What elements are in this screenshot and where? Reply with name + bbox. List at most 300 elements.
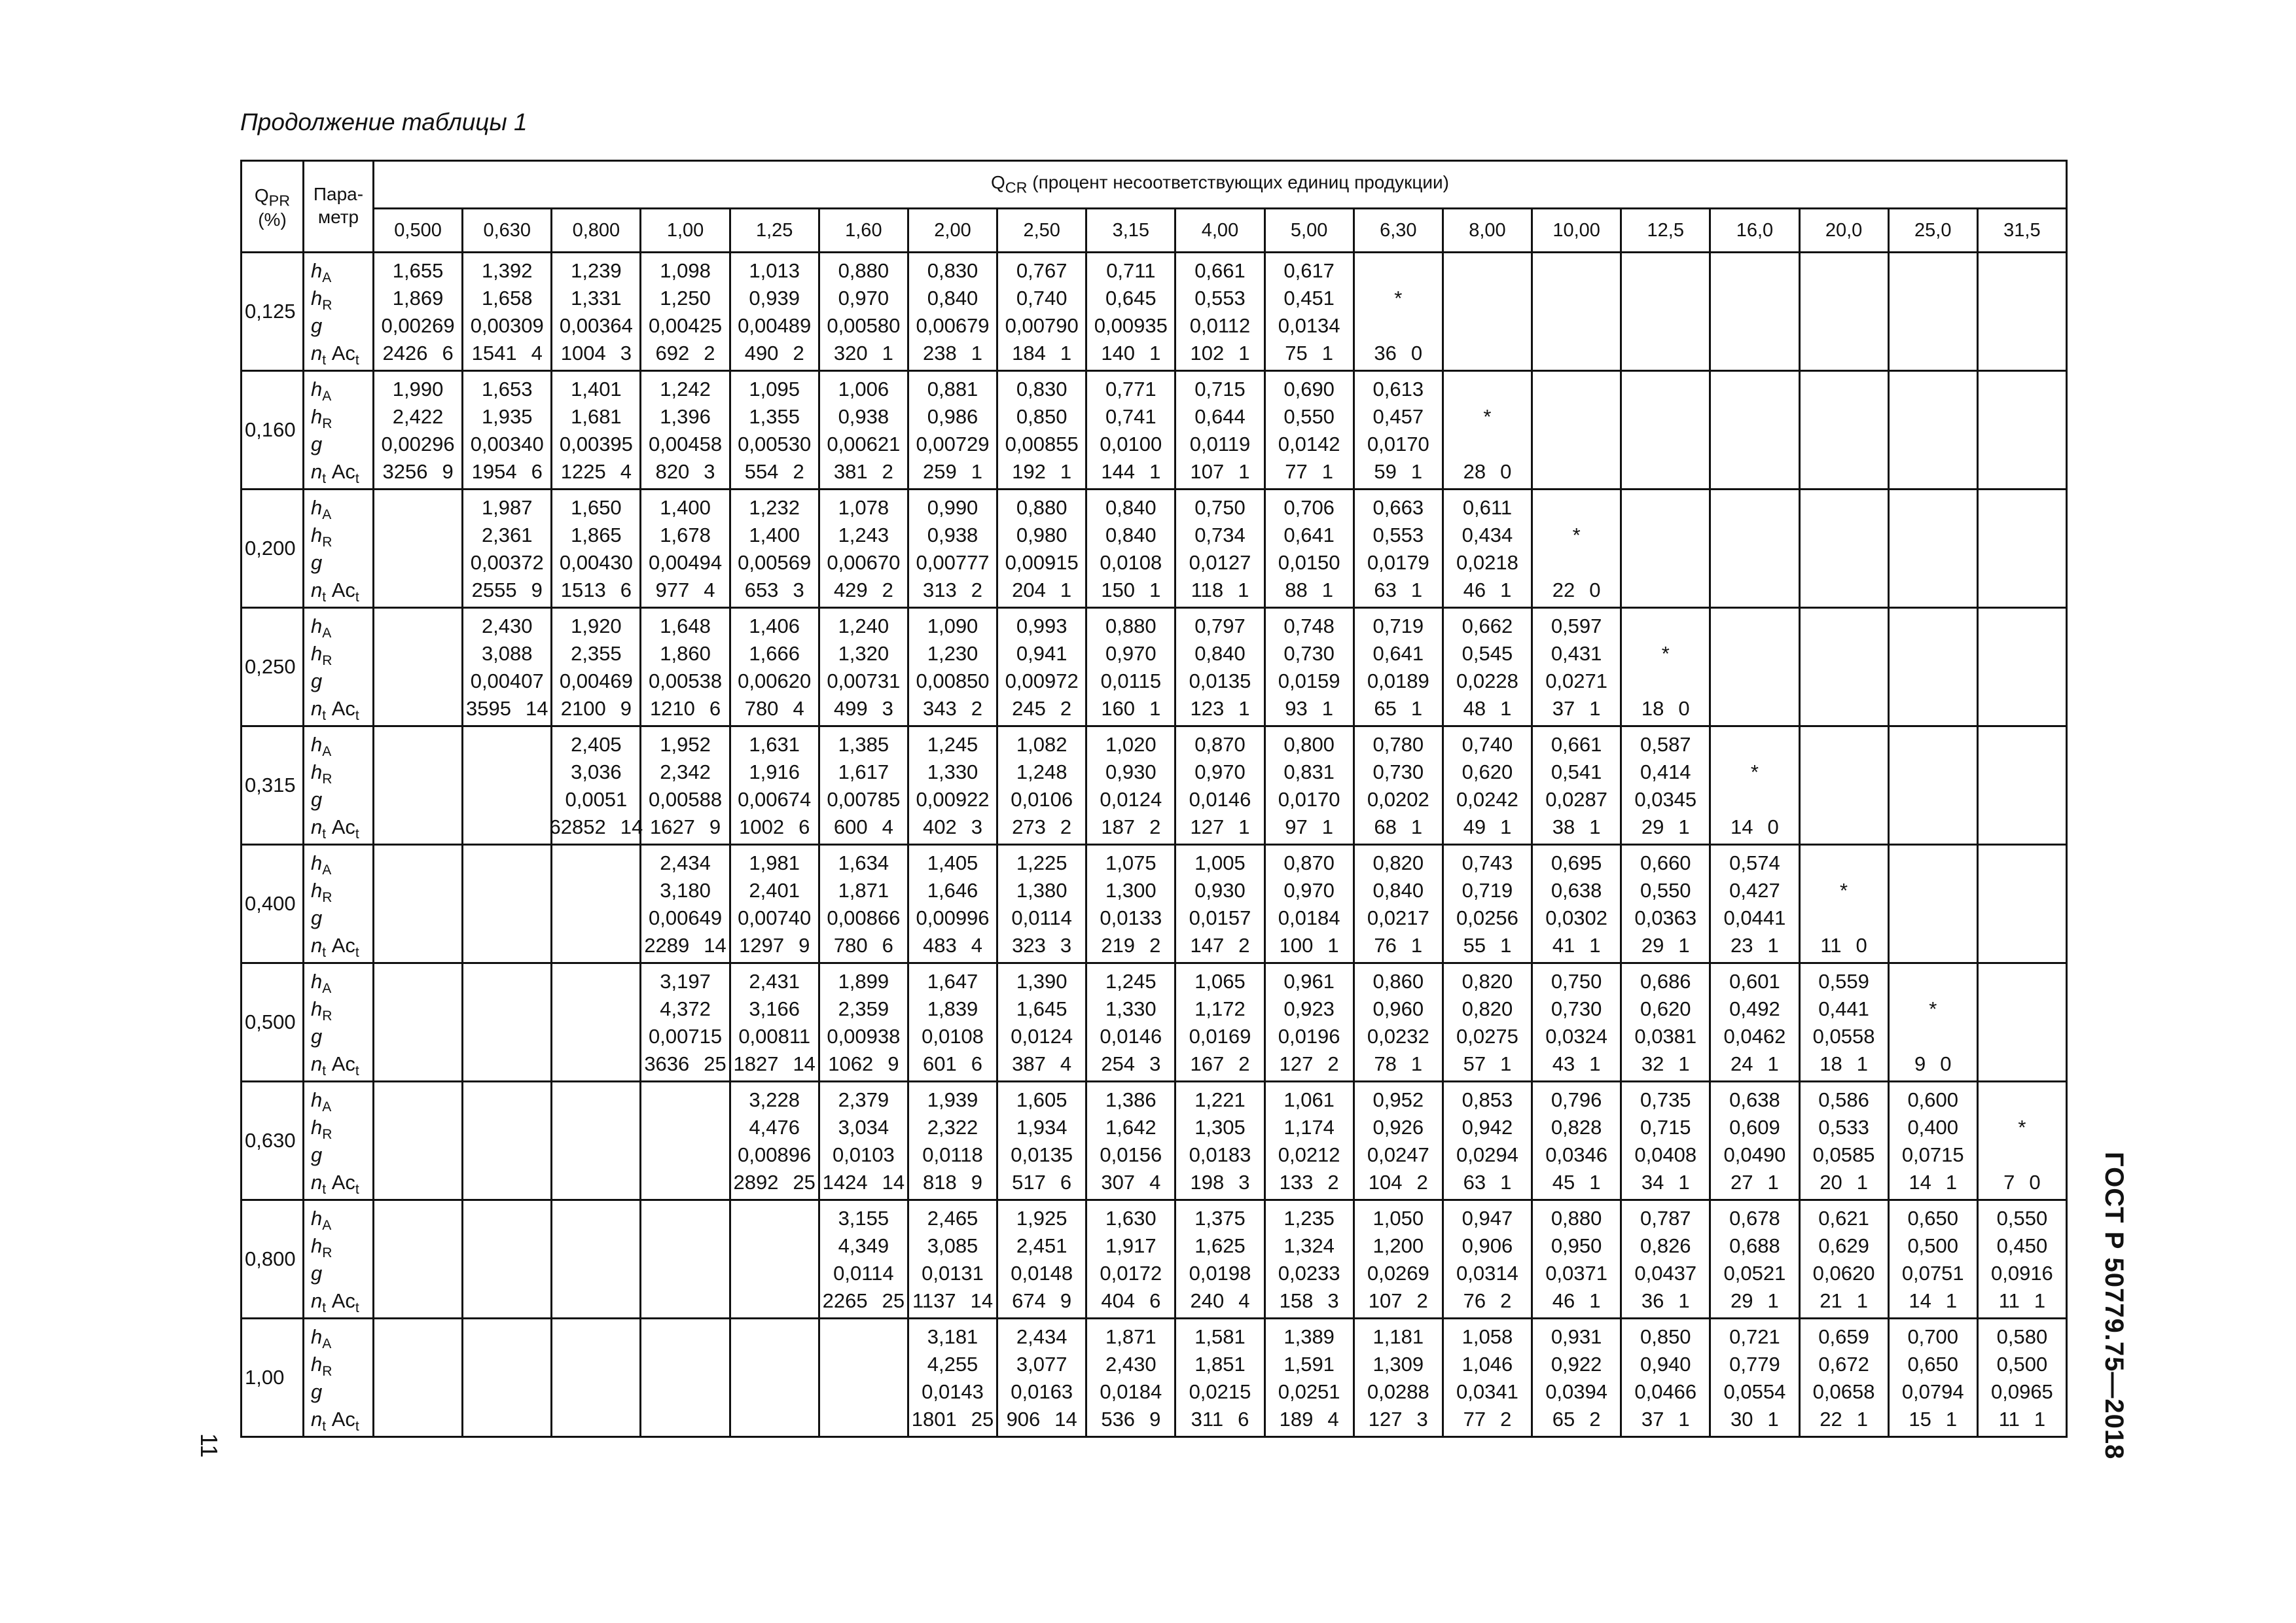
g-value: 0,00922 — [916, 788, 990, 811]
g-value: 0,0157 — [1189, 906, 1251, 929]
nt-value: 198 — [1190, 1171, 1225, 1194]
value-cell — [1175, 726, 1265, 845]
value-cell — [641, 608, 730, 726]
g-value: 0,00790 — [1005, 314, 1079, 337]
h-r-value: 0,926 — [1372, 1116, 1424, 1139]
nt-value: 104 — [1368, 1171, 1403, 1194]
ac-value: 1 — [882, 342, 893, 365]
h-a-value: 1,920 — [571, 615, 622, 637]
h-a-value: 1,082 — [1016, 733, 1067, 756]
h-r-value: 1,917 — [1105, 1234, 1157, 1257]
ac-value: 25 — [793, 1171, 816, 1194]
g-value: 0,0242 — [1456, 788, 1518, 811]
h-a-value: 1,987 — [481, 496, 533, 519]
h-a-value: 1,239 — [571, 259, 622, 282]
nt-value: 78 — [1374, 1052, 1397, 1075]
ac-value: 1 — [1238, 697, 1250, 720]
h-a-value: 1,952 — [660, 733, 711, 756]
g-value: 0,0408 — [1634, 1143, 1697, 1166]
h-r-value: 0,431 — [1551, 642, 1602, 665]
h-r-value: 1,172 — [1194, 997, 1246, 1020]
g-value: 0,0228 — [1456, 669, 1518, 692]
nt-value: 1513 — [560, 579, 606, 601]
h-r-value: 1,865 — [571, 524, 622, 546]
value-cell — [1977, 1319, 2066, 1437]
h-r-value: 3,034 — [838, 1116, 889, 1139]
h-r-value: 0,741 — [1105, 405, 1157, 428]
h-r-value: 2,342 — [660, 760, 711, 783]
ac-value: 25 — [882, 1289, 905, 1312]
nt-value: 259 — [923, 460, 957, 483]
h-a-value: 0,780 — [1372, 733, 1424, 756]
h-a-value: 1,392 — [481, 259, 533, 282]
value-cell — [1621, 845, 1710, 963]
h-r-value: 1,851 — [1194, 1353, 1246, 1376]
nt-value: 62852 — [549, 815, 606, 838]
ac-value: 2 — [704, 342, 715, 365]
g-value: 0,0288 — [1367, 1380, 1429, 1403]
value-cell — [1354, 371, 1443, 490]
g-value: 0,0196 — [1278, 1025, 1340, 1048]
value-cell — [997, 253, 1086, 371]
ac-value: 0 — [2029, 1171, 2041, 1194]
value-cell — [1621, 963, 1710, 1082]
h-a-value: 1,405 — [927, 851, 978, 874]
ac-value: 1 — [1238, 579, 1249, 601]
g-value: 0,0100 — [1100, 433, 1162, 455]
g-value: 0,0466 — [1634, 1380, 1697, 1403]
value-cell — [819, 1319, 908, 1437]
qpr-value: 1,00 — [242, 1319, 304, 1437]
ac-value: 14 — [704, 934, 726, 957]
value-cell — [1799, 490, 1888, 608]
h-r-value: 1,642 — [1105, 1116, 1157, 1139]
qpr-value: 0,250 — [242, 608, 304, 726]
value-cell — [1888, 608, 1977, 726]
h-a-value: 0,721 — [1729, 1325, 1780, 1348]
value-cell — [1799, 726, 1888, 845]
h-r-value: 2,422 — [392, 405, 444, 428]
value-cell — [1086, 1082, 1175, 1200]
ac-value: 9 — [531, 579, 543, 601]
ac-value: 0 — [1940, 1052, 1952, 1075]
h-r-value: 0,434 — [1462, 524, 1513, 546]
ac-value: 1 — [1500, 579, 1512, 601]
value-cell — [1710, 608, 1799, 726]
h-a-value: 3,197 — [660, 970, 711, 993]
nt-value: 37 — [1641, 1408, 1664, 1431]
ac-value: 2 — [971, 697, 982, 720]
nt-value: 1954 — [471, 460, 517, 483]
h-a-value: 1,242 — [660, 378, 711, 401]
nt-value: 18 — [1820, 1052, 1842, 1075]
ac-value: 3 — [704, 460, 715, 483]
ac-value: 6 — [798, 815, 810, 838]
h-r-value: 1,860 — [660, 642, 711, 665]
g-value: 0,0346 — [1545, 1143, 1608, 1166]
nt-value: 381 — [833, 460, 868, 483]
h-r-value: 0,500 — [1907, 1234, 1959, 1257]
h-a-value: 0,597 — [1551, 615, 1602, 637]
nt-value: 387 — [1012, 1052, 1046, 1075]
h-r-value: * — [1572, 524, 1581, 546]
nt-value: 554 — [744, 460, 779, 483]
nt-value: 160 — [1101, 697, 1136, 720]
value-cell — [997, 1082, 1086, 1200]
g-value: 0,0118 — [922, 1143, 983, 1166]
g-value: 0,0302 — [1545, 906, 1608, 929]
ac-value: 6 — [709, 697, 721, 720]
nt-value: 32 — [1641, 1052, 1664, 1075]
h-a-value — [1890, 968, 1977, 995]
nt-value: 30 — [1731, 1408, 1753, 1431]
value-cell — [641, 371, 730, 490]
nt-value: 150 — [1101, 579, 1136, 601]
h-r-value: 0,629 — [1818, 1234, 1869, 1257]
nt-value: 158 — [1279, 1289, 1314, 1312]
h-a-value — [1444, 376, 1531, 403]
ac-value: 6 — [442, 342, 454, 365]
h-r-value: 1,331 — [571, 287, 622, 310]
h-a-value: 1,981 — [749, 851, 800, 874]
h-a-value: 1,050 — [1372, 1207, 1424, 1230]
nt-value: 167 — [1190, 1052, 1225, 1075]
g-value: 0,0189 — [1367, 669, 1429, 692]
value-cell — [641, 1082, 730, 1200]
h-r-value: 0,840 — [927, 287, 978, 310]
ac-value: 1 — [1945, 1408, 1958, 1431]
g-value: 0,00938 — [827, 1025, 901, 1048]
g-value: 0,00996 — [916, 906, 990, 929]
g-value: 0,0394 — [1545, 1380, 1608, 1403]
h-a-value: 1,098 — [660, 259, 711, 282]
qcr-header: $Q_{CR}$ (процент несоответствующих единиц продукции) — [374, 161, 2067, 209]
h-r-value: 1,658 — [481, 287, 533, 310]
h-a-value: 1,245 — [927, 733, 978, 756]
h-r-value: 1,666 — [749, 642, 800, 665]
nt-value: 1627 — [649, 815, 695, 838]
value-cell — [1175, 608, 1265, 726]
value-cell — [1799, 1319, 1888, 1437]
value-cell — [1799, 963, 1888, 1082]
value-cell — [1086, 371, 1175, 490]
h-r-value: 1,839 — [927, 997, 978, 1020]
h-r-value: 0,730 — [1551, 997, 1602, 1020]
value-cell — [1265, 490, 1354, 608]
h-a-value — [1801, 849, 1888, 877]
value-cell — [1265, 371, 1354, 490]
value-cell — [1710, 963, 1799, 1082]
qpr-header: $Q_{PR}$ (%) — [242, 161, 304, 253]
nt-value: 219 — [1101, 934, 1136, 957]
value-cell — [641, 1319, 730, 1437]
h-r-value: 0,644 — [1194, 405, 1246, 428]
h-r-value: 0,688 — [1729, 1234, 1780, 1257]
value-cell — [730, 845, 819, 963]
nt-value: 20 — [1820, 1171, 1842, 1194]
h-a-value: 0,695 — [1551, 851, 1602, 874]
value-cell — [1977, 371, 2066, 490]
h-a-value: 0,767 — [1016, 259, 1067, 282]
g-value: 0,00731 — [827, 669, 901, 692]
nt-value: 38 — [1552, 815, 1575, 838]
h-r-value: 1,916 — [749, 760, 800, 783]
ac-value: 6 — [1060, 1171, 1072, 1194]
nt-value: 3636 — [644, 1052, 690, 1075]
h-r-value: 0,641 — [1372, 642, 1424, 665]
ac-value: 9 — [1060, 1289, 1072, 1312]
h-r-value: 0,740 — [1016, 287, 1067, 310]
g-value — [1355, 312, 1442, 340]
value-cell — [549, 726, 643, 845]
g-value: 0,0124 — [1011, 1025, 1073, 1048]
value-cell — [552, 1082, 641, 1200]
h-r-value: 0,641 — [1283, 524, 1335, 546]
ac-value: 2 — [1327, 1171, 1339, 1194]
ac-value: 1 — [1767, 934, 1779, 957]
h-a-value: 0,690 — [1283, 378, 1335, 401]
value-cell — [908, 371, 997, 490]
value-cell — [1086, 490, 1175, 608]
nt-value: 93 — [1285, 697, 1308, 720]
qpr-value: 0,800 — [242, 1200, 304, 1319]
nt-value: 27 — [1731, 1171, 1753, 1194]
h-a-value: 0,706 — [1283, 496, 1335, 519]
nt-value: 29 — [1731, 1289, 1753, 1312]
h-a-value: 1,630 — [1105, 1207, 1157, 1230]
g-value: 0,0133 — [1100, 906, 1162, 929]
value-cell — [1621, 1082, 1710, 1200]
nt-value: 41 — [1552, 934, 1575, 957]
g-value: 0,0558 — [1812, 1025, 1875, 1048]
h-a-value: 0,750 — [1194, 496, 1246, 519]
g-value: 0,00729 — [916, 433, 990, 455]
ac-value: 0 — [1589, 579, 1601, 601]
value-cell — [1532, 845, 1621, 963]
g-value: 0,0217 — [1367, 906, 1429, 929]
qcr-column-header: 25,0 — [1888, 209, 1977, 253]
ac-value: 4 — [971, 934, 982, 957]
h-a-value: 1,653 — [481, 378, 533, 401]
value-cell — [1354, 963, 1443, 1082]
h-a-value: 0,650 — [1907, 1207, 1959, 1230]
g-value — [1533, 549, 1620, 577]
qcr-column-header: 10,00 — [1532, 209, 1621, 253]
h-r-value: 0,545 — [1462, 642, 1513, 665]
g-value: 0,0247 — [1367, 1143, 1429, 1166]
ac-value: 1 — [1149, 697, 1161, 720]
value-cell — [730, 253, 819, 371]
g-value: 0,00469 — [559, 669, 633, 692]
h-r-value: 0,980 — [1016, 524, 1067, 546]
h-r-value: 2,361 — [481, 524, 533, 546]
nt-value: 238 — [923, 342, 957, 365]
h-r-value: 1,243 — [838, 524, 889, 546]
value-cell — [819, 1082, 908, 1200]
ac-value: 6 — [971, 1052, 982, 1075]
nt-value: 46 — [1552, 1289, 1575, 1312]
h-a-value: 0,880 — [1016, 496, 1067, 519]
g-value: 0,00489 — [738, 314, 812, 337]
ac-value: 1 — [1149, 579, 1161, 601]
nt-value: 273 — [1012, 815, 1046, 838]
h-a-value — [1622, 613, 1709, 640]
value-cell — [1175, 1200, 1265, 1319]
nt-value: 65 — [1374, 697, 1397, 720]
value-cell — [1265, 253, 1354, 371]
h-r-value: 0,938 — [838, 405, 889, 428]
g-value — [1711, 786, 1798, 813]
g-value: 0,0170 — [1278, 788, 1340, 811]
g-value: 0,0521 — [1723, 1262, 1786, 1285]
nt-value: 22 — [1552, 579, 1575, 601]
nt-value: 127 — [1190, 815, 1225, 838]
g-value: 0,00915 — [1005, 551, 1079, 574]
table-row — [242, 1200, 2067, 1319]
ac-value: 1 — [1589, 815, 1601, 838]
h-a-value: 2,434 — [1016, 1325, 1067, 1348]
table-row — [242, 253, 2067, 371]
value-cell — [374, 845, 463, 963]
h-a-value: 1,871 — [1105, 1325, 1157, 1348]
table-body — [242, 253, 2067, 1437]
ac-value: 1 — [1589, 697, 1601, 720]
ac-value: 1 — [1589, 934, 1601, 957]
ac-value: 2 — [1238, 1052, 1250, 1075]
h-a-value: 1,245 — [1105, 970, 1157, 993]
value-cell — [1443, 608, 1532, 726]
h-a-value: 0,617 — [1283, 259, 1335, 282]
ac-value: 6 — [531, 460, 543, 483]
g-value: 0,0620 — [1812, 1262, 1875, 1285]
g-value: 0,00538 — [649, 669, 723, 692]
ac-value: 1 — [1589, 1052, 1601, 1075]
nt-value: 189 — [1279, 1408, 1314, 1431]
nt-value: 46 — [1463, 579, 1486, 601]
nt-value: 77 — [1285, 460, 1308, 483]
h-a-value: 1,225 — [1016, 851, 1067, 874]
g-value: 0,0381 — [1634, 1025, 1697, 1048]
value-cell — [730, 371, 819, 490]
nt-value: 1210 — [649, 697, 695, 720]
h-r-value: 0,941 — [1016, 642, 1067, 665]
value-cell — [1443, 371, 1532, 490]
g-value: 0,0108 — [1100, 551, 1162, 574]
h-a-value: 1,648 — [660, 615, 711, 637]
value-cell — [819, 253, 908, 371]
page-number: 11 — [196, 1433, 223, 1458]
g-value: 0,0275 — [1456, 1025, 1518, 1048]
value-cell — [819, 845, 908, 963]
g-value: 0,00494 — [649, 551, 723, 574]
g-value: 0,0131 — [922, 1262, 984, 1285]
ac-value: 1 — [1678, 1171, 1690, 1194]
g-value: 0,00850 — [916, 669, 990, 692]
ac-value: 2 — [971, 579, 982, 601]
ac-value: 1 — [1856, 1052, 1868, 1075]
h-a-value — [1355, 257, 1442, 285]
value-cell — [1175, 845, 1265, 963]
ac-value: 1 — [1678, 1052, 1690, 1075]
ac-value: 1 — [1321, 697, 1333, 720]
value-cell — [1532, 371, 1621, 490]
ac-value: 1 — [1589, 1289, 1601, 1312]
nt-value: 2555 — [471, 579, 517, 601]
ac-value: 1 — [1767, 1052, 1779, 1075]
nt-value: 107 — [1368, 1289, 1403, 1312]
h-r-value: 1,248 — [1016, 760, 1067, 783]
value-cell — [552, 490, 641, 608]
h-r-value: 3,166 — [749, 997, 800, 1020]
nt-value: 107 — [1190, 460, 1225, 483]
h-r-value: 0,553 — [1372, 524, 1424, 546]
h-a-value: 0,880 — [1551, 1207, 1602, 1230]
h-r-value: 0,826 — [1640, 1234, 1691, 1257]
value-cell — [730, 608, 819, 726]
g-value: 0,00740 — [738, 906, 812, 929]
ac-value: 4 — [882, 815, 893, 838]
h-a-value: 1,058 — [1462, 1325, 1513, 1348]
value-cell — [1532, 490, 1621, 608]
h-r-value: 0,719 — [1462, 879, 1513, 902]
h-a-value: 0,574 — [1729, 851, 1780, 874]
g-value: 0,0965 — [1990, 1380, 2053, 1403]
h-r-value: 0,451 — [1283, 287, 1335, 310]
g-value: 0,0215 — [1189, 1380, 1251, 1403]
ac-value: 2 — [1416, 1171, 1428, 1194]
nt-value: 1801 — [911, 1408, 957, 1431]
value-cell — [1265, 963, 1354, 1082]
nt-value: 65 — [1552, 1408, 1575, 1431]
h-a-value: 1,655 — [392, 259, 444, 282]
ac-value: 2 — [1149, 934, 1161, 957]
ac-value: 6 — [882, 934, 893, 957]
h-r-value: 4,255 — [927, 1353, 978, 1376]
nt-value: 600 — [833, 815, 868, 838]
value-cell — [1621, 1319, 1710, 1437]
h-a-value: 0,719 — [1372, 615, 1424, 637]
nt-value: 127 — [1279, 1052, 1314, 1075]
h-a-value: 1,406 — [749, 615, 800, 637]
value-cell — [1532, 726, 1621, 845]
value-cell — [641, 963, 730, 1082]
g-value: 0,0114 — [833, 1262, 894, 1285]
value-cell — [463, 845, 552, 963]
nt-value: 404 — [1101, 1289, 1136, 1312]
h-a-value: 0,990 — [927, 496, 978, 519]
g-value: 0,0127 — [1189, 551, 1251, 574]
g-value: 0,00425 — [649, 314, 723, 337]
h-a-value: 1,240 — [838, 615, 889, 637]
h-a-value: 0,880 — [1105, 615, 1157, 637]
nt-value: 23 — [1731, 934, 1753, 957]
g-value: 0,0441 — [1723, 906, 1786, 929]
h-r-value: 0,986 — [927, 405, 978, 428]
ac-value: 2 — [1589, 1408, 1601, 1431]
value-cell — [1710, 1082, 1799, 1200]
qcr-column-header: 31,5 — [1977, 209, 2066, 253]
value-cell — [1532, 1319, 1621, 1437]
h-a-value — [1979, 1086, 2066, 1114]
ac-value: 6 — [1238, 1408, 1249, 1431]
g-value: 0,0143 — [922, 1380, 984, 1403]
nt-value: 63 — [1374, 579, 1397, 601]
g-value: 0,0142 — [1278, 433, 1340, 455]
ac-value: 1 — [1327, 934, 1339, 957]
nt-value: 7 — [2003, 1171, 2015, 1194]
nt-value: 118 — [1191, 579, 1224, 601]
value-cell — [1799, 1082, 1888, 1200]
